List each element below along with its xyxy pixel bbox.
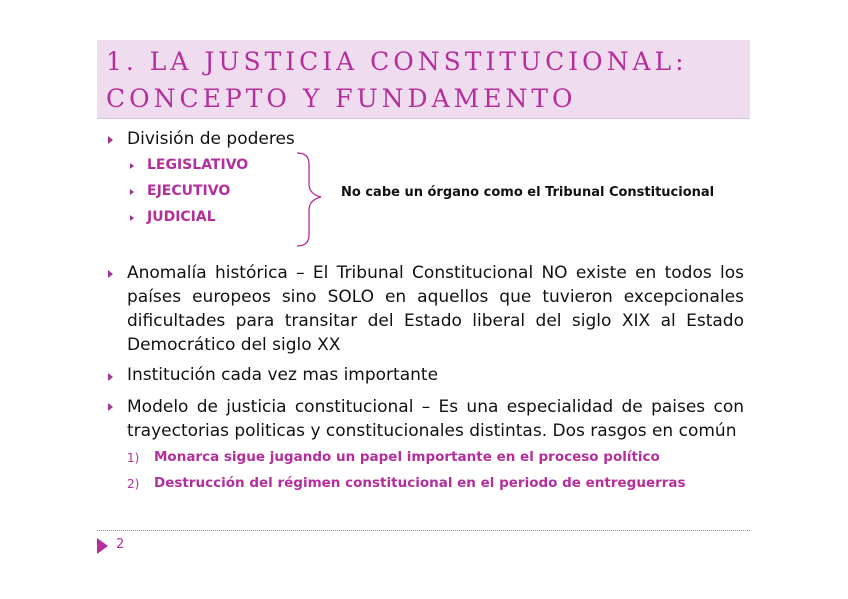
bullet-icon xyxy=(108,270,113,278)
list-number: 2) xyxy=(127,477,140,491)
play-arrow-icon xyxy=(97,538,108,554)
sub-bullet-icon xyxy=(130,215,134,221)
bullet-icon xyxy=(108,373,113,381)
bullet-icon xyxy=(108,136,113,144)
power-item-legislativo: LEGISLATIVO xyxy=(147,157,249,173)
division-heading: División de poderes xyxy=(127,129,295,149)
curly-brace-icon xyxy=(295,150,335,250)
bullet-icon xyxy=(108,403,113,411)
slide-title-line-1: 1. LA JUSTICIA CONSTITUCIONAL: xyxy=(106,47,688,76)
slide-title-line-2: CONCEPTO Y FUNDAMENTO xyxy=(106,84,577,113)
institucion-text: Institución cada vez mas importante xyxy=(127,365,439,385)
power-item-ejecutivo: EJECUTIVO xyxy=(147,183,231,199)
footer-divider xyxy=(97,530,750,531)
sub-bullet-icon xyxy=(130,163,134,169)
page-number: 2 xyxy=(116,537,125,552)
rasgo-item: Monarca sigue jugando un papel importante en el proceso político xyxy=(154,449,660,465)
list-number: 1) xyxy=(127,451,140,465)
brace-note: No cabe un órgano como el Tribunal Constitucional xyxy=(341,185,715,200)
anomalia-paragraph: Anomalía histórica – El Tribunal Constitucional NO existe en todos los países europeos sino SOLO en aquellos que tuvieron excepcionales dificultades para transitar del Estado liberal del siglo XIX al Estado Democrático del siglo XX xyxy=(127,263,744,355)
rasgo-item: Destrucción del régimen constitucional en el periodo de entreguerras xyxy=(154,475,686,491)
sub-bullet-icon xyxy=(130,189,134,195)
modelo-paragraph: Modelo de justicia constitucional – Es una especialidad de paises con trayectorias politicas y constitucionales distintas. Dos rasgos en común xyxy=(127,397,744,441)
power-item-judicial: JUDICIAL xyxy=(147,209,216,225)
title-divider xyxy=(97,118,750,119)
